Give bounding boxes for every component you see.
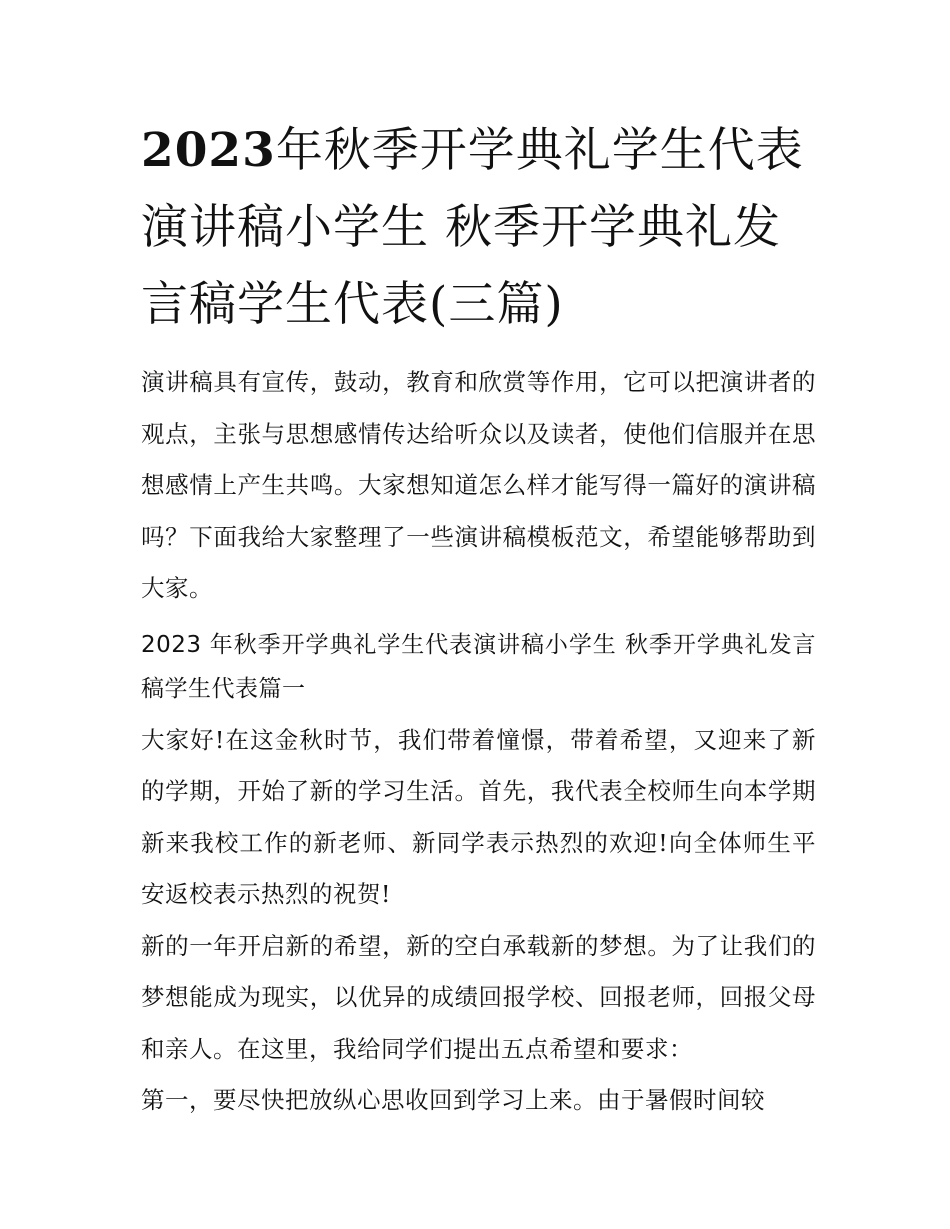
document-title (141, 112, 816, 343)
body-paragraph-3: 第一，要尽快把放纵心思收回到学习上来。由于暑假时间较 (141, 1086, 765, 1114)
section-heading: 2023 年秋季开学典礼学生代表演讲稿小学生 秋季开学典礼发言稿学生代表篇一 (141, 631, 816, 702)
document-page (141, 112, 816, 1127)
body-paragraph-2: 新的一年开启新的希望，新的空白承载新的梦想。为了让我们的梦想能成为现实，以优异的成绩回报学校、回报老师，回报父母和亲人。在这里，我给同学们提出五点希望和要求： (141, 931, 816, 1063)
title-year: 2023 (141, 123, 276, 178)
document-body (141, 357, 816, 1127)
title-text: 年秋季开学典礼学生代表演讲稿小学生 秋季开学典礼发言稿学生代表(三篇) (141, 123, 804, 332)
body-paragraph-1: 大家好!在这金秋时节，我们带着憧憬，带着希望，又迎来了新的学期，开始了新的学习生活。首先，我代表全校师生向本学期新来我校工作的新老师、新同学表示热烈的欢迎!向全体师生平安返校表示热烈的祝贺! (141, 725, 816, 908)
intro-paragraph: 演讲稿具有宣传，鼓动，教育和欣赏等作用，它可以把演讲者的观点，主张与思想感情传达给听众以及读者，使他们信服并在思想感情上产生共鸣。大家想知道怎么样才能写得一篇好的演讲稿吗？下面我给大家整理了一些演讲稿模板范文，希望能够帮助到大家。 (141, 368, 816, 602)
